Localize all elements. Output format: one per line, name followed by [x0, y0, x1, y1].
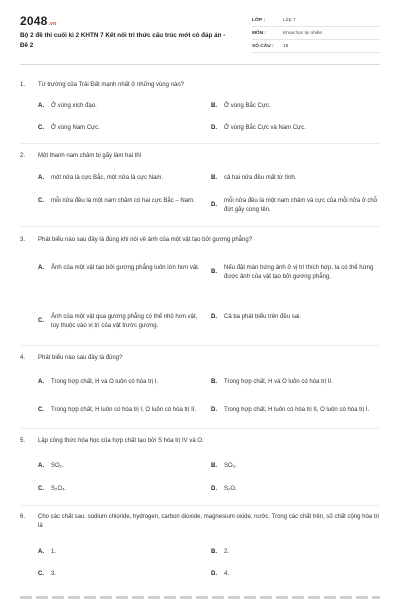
- question-stem: [20, 236, 380, 245]
- option-c[interactable]: [38, 570, 198, 579]
- option-letter: C.: [38, 318, 44, 325]
- option-a[interactable]: [38, 548, 198, 557]
- option-text: Ở vùng Bắc Cực.: [224, 103, 271, 109]
- option-text: 1.: [51, 549, 57, 555]
- option-b[interactable]: [211, 462, 381, 471]
- option-d[interactable]: [211, 485, 381, 494]
- option-letter: D.: [211, 125, 217, 131]
- question-stem: [20, 354, 380, 363]
- cut-off-next-question: [20, 596, 380, 599]
- meta-row-count: [252, 40, 380, 53]
- document-title: Bộ 2 đề thi cuối kì 2 KHTN 7 Kết nối tri thức cấu trúc mới có đáp án - Đề 2: [20, 32, 226, 49]
- option-text: Ở vùng Nam Cực.: [51, 125, 100, 131]
- question-stem: [20, 152, 380, 161]
- option-text: SO₂.: [51, 463, 64, 469]
- question-3: [20, 236, 380, 245]
- option-letter: B.: [211, 103, 217, 109]
- question-text: Từ trường của Trái Đất mạnh nhất ở những vùng nào?: [38, 82, 184, 88]
- option-d[interactable]: [211, 406, 381, 415]
- meta-table: [252, 14, 380, 53]
- question-number: 2.: [20, 153, 26, 159]
- option-b[interactable]: [211, 174, 381, 183]
- option-text: 4.: [224, 571, 230, 577]
- question-number: 1.: [20, 82, 26, 88]
- option-c[interactable]: [38, 313, 206, 330]
- option-b[interactable]: [211, 548, 381, 557]
- meta-value-class: Lớp 7: [283, 17, 296, 23]
- option-text: S₂O.: [224, 486, 237, 492]
- option-letter: C.: [38, 571, 44, 577]
- question-text: Phát biểu nào sau đây là đúng?: [38, 355, 123, 361]
- option-text: cả hai nửa đều mất từ tính.: [224, 175, 297, 181]
- option-letter: C.: [38, 125, 44, 131]
- meta-key-class: LỚP :: [252, 17, 266, 23]
- question-separator: [20, 345, 380, 346]
- question-number: 3.: [20, 237, 26, 243]
- question-5: [20, 437, 380, 446]
- logo-main-text: 2048: [20, 14, 48, 28]
- logo-sub-text: .vn: [48, 21, 57, 27]
- option-text: 2.: [224, 549, 230, 555]
- question-separator: [20, 505, 380, 506]
- question-stem: [20, 437, 380, 446]
- option-text: Cả ba phát biểu trên đều sai.: [224, 314, 302, 320]
- option-letter: B.: [211, 463, 217, 469]
- option-a[interactable]: [38, 462, 198, 471]
- option-letter: D.: [211, 571, 217, 577]
- question-number: 6.: [20, 514, 26, 520]
- option-a[interactable]: [38, 378, 206, 387]
- question-stem: [20, 513, 380, 531]
- option-c[interactable]: [38, 485, 198, 494]
- option-b[interactable]: [211, 264, 381, 281]
- option-c[interactable]: [38, 406, 206, 415]
- question-stem: [20, 81, 380, 90]
- option-text: mỗi nửa đều là một nam châm có hai cực Bắc – Nam.: [51, 198, 195, 204]
- question-text: Lập công thức hóa học của hợp chất tạo bởi S hóa trị IV và O.: [38, 438, 204, 444]
- meta-value-count: 18: [283, 43, 289, 49]
- option-b[interactable]: [211, 102, 381, 111]
- option-letter: B.: [211, 549, 217, 555]
- meta-key-count: SỐ CÂU :: [252, 43, 274, 49]
- option-text: Ảnh của một vật tạo bởi gương phẳng luôn lớn hơn vật.: [51, 265, 200, 271]
- question-number: 4.: [20, 355, 26, 361]
- option-d[interactable]: [211, 197, 381, 214]
- option-text: Trong hợp chất, H luôn có hóa trị I, O luôn có hóa trị II.: [51, 407, 197, 413]
- option-b[interactable]: [211, 378, 381, 387]
- question-4: [20, 354, 380, 363]
- option-text: SO₃.: [224, 463, 237, 469]
- option-letter: B.: [211, 175, 217, 181]
- question-separator: [20, 428, 380, 429]
- option-a[interactable]: [38, 102, 198, 111]
- option-d[interactable]: [211, 124, 381, 133]
- meta-row-class: [252, 14, 380, 27]
- option-text: S₂O₄.: [51, 486, 67, 492]
- option-letter: A.: [38, 103, 44, 109]
- option-letter: C.: [38, 198, 44, 204]
- question-1: [20, 81, 380, 90]
- option-letter: A.: [38, 463, 44, 469]
- option-text: Trong hợp chất, H và O luôn có hóa trị I.: [51, 379, 159, 385]
- question-text: Cho các chất sau: sodium chloride, hydrogen, carbon dioxide, magnesium oxide, nước. Trong các chất trên, số chất cộng hóa trị là: [38, 514, 379, 529]
- option-letter: A.: [38, 175, 44, 181]
- option-c[interactable]: [38, 124, 198, 133]
- option-letter: A.: [38, 265, 44, 271]
- option-d[interactable]: [211, 313, 381, 322]
- option-text: Ở vùng xích đạo.: [51, 103, 97, 109]
- document-header: [0, 0, 400, 66]
- option-text: Trong hợp chất, H và O luôn có hóa trị II.: [224, 379, 333, 385]
- question-number: 5.: [20, 438, 26, 444]
- option-text: một nửa là cực Bắc, một nửa là cực Nam.: [51, 175, 164, 181]
- option-text: mỗi nửa đều là một nam châm và cực của mỗi nửa ở chỗ đứt gãy cùng tên.: [224, 198, 378, 213]
- option-text: Nếu đặt màn hứng ảnh ở vị trí thích hợp, ta có thể hứng được ảnh của vật tạo bởi gương phẳng.: [224, 265, 374, 280]
- option-letter: B.: [211, 379, 217, 385]
- option-letter: D.: [211, 486, 217, 492]
- option-a[interactable]: [38, 174, 204, 183]
- option-text: Ở vùng Bắc Cực và Nam Cực.: [224, 125, 306, 131]
- option-text: 3.: [51, 571, 57, 577]
- meta-value-subject: Khoa học tự nhiên: [283, 30, 323, 36]
- question-text: Một thanh nam châm bị gãy làm hai thì: [38, 153, 142, 159]
- header-divider: [20, 64, 380, 65]
- question-text: Phát biểu nào sau đây là đúng khi nói về ảnh của một vật tạo bởi gương phẳng?: [38, 237, 253, 243]
- option-letter: D.: [211, 314, 217, 320]
- option-a[interactable]: [38, 264, 206, 273]
- question-separator: [20, 143, 380, 144]
- option-letter: B.: [211, 269, 217, 276]
- meta-row-subject: [252, 27, 380, 40]
- option-d[interactable]: [211, 570, 381, 579]
- question-6: [20, 513, 380, 531]
- question-2: [20, 152, 380, 161]
- option-letter: C.: [38, 486, 44, 492]
- site-logo[interactable]: [20, 14, 56, 28]
- option-text: Trong hợp chất, H luôn có hóa trị II, O luôn có hóa trị I.: [224, 407, 370, 413]
- option-letter: D.: [211, 407, 217, 413]
- option-text: Ảnh của một vật qua gương phẳng có thể nhỏ hơn vật, tùy thuộc vào vị trí của vật trước gương.: [51, 314, 198, 329]
- option-letter: A.: [38, 549, 44, 555]
- option-letter: C.: [38, 407, 44, 413]
- option-letter: D.: [211, 202, 217, 209]
- option-letter: A.: [38, 379, 44, 385]
- option-c[interactable]: [38, 197, 204, 206]
- question-separator: [20, 226, 380, 227]
- meta-key-subject: MÔN :: [252, 30, 267, 36]
